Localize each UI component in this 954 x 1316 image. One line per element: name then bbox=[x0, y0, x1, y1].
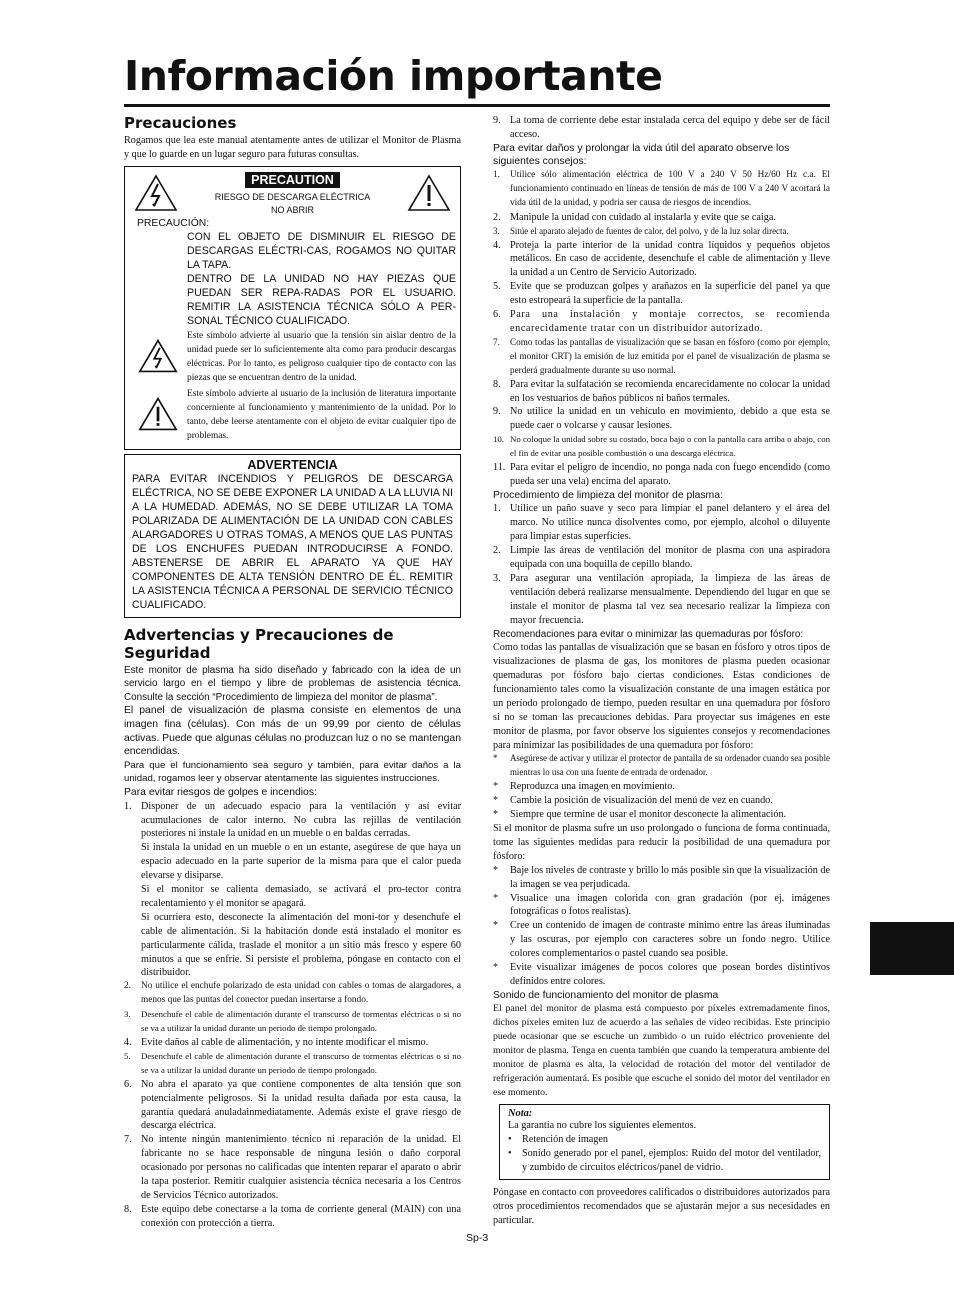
list-item: * Siempre que termine de usar el monitor desconecte la alimentación. bbox=[493, 809, 787, 821]
section-heading-precauciones: Precauciones bbox=[124, 114, 237, 132]
list-item: 9. La toma de corriente debe estar instalada cerca del equipo y debe ser de fácil acceso. bbox=[493, 115, 830, 140]
advertencias-list bbox=[124, 800, 461, 1231]
nota-box bbox=[499, 1104, 830, 1181]
section-tab-marker bbox=[870, 922, 954, 975]
nota-intro: La garantía no cubre los siguientes elementos. bbox=[508, 1119, 697, 1131]
list-item: 8. Para evitar la sulfatación se recomienda encarecidamente no colocar la unidad en los vestuarios de baños públicos ni baños termales. bbox=[493, 378, 830, 404]
quemaduras-p2: Si el monitor de plasma sufre un uso prolongado o funciona de forma continuada, tome las siguientes medidas para reducir la posibilidad de una quemadura por fósforo: bbox=[493, 822, 830, 862]
list-item: 7. No intente ningún mantenimiento técnico ni reparación de la unidad. El fabricante no se hace responsable de ninguna lesión o daño corporal ocasionado por personas no calificadas que intenten reparar el aparato o abrir la tapa posterior. Remitir cualquier asistencia técnica necesaria a los Centros de Servicios Técnico autorizados. bbox=[124, 1134, 461, 1201]
list-item: 6. No abra el aparato ya que contiene componentes de alta tensión que son potencialmente peligrosos. Si la unidad resulta dañada por esta causa, la garantía quedará anuladainmediatamente. Además existe el grave riesgo de descarga eléctrica. bbox=[124, 1078, 461, 1132]
list-item: Si ocurriera esto, desconecte la alimentación del moni-tor y desenchufe el cable de alimentación. Si la habitación donde está instalado el monitor es particularmente cálida, traslade el monitor a un sitio más fresco y espere 60 minutos a que se enfríe. Si persiste el problema, póngase en contacto con el distribuidor. bbox=[141, 911, 461, 979]
precaution-badge: PRECAUTION bbox=[245, 172, 340, 188]
list-item: • Sonido generado por el panel, ejemplos: Ruido del motor del ventilador, y zumbido de circuitos eléctricos/panel de vidrio. bbox=[508, 1147, 821, 1173]
sonido-paragraph: El panel del monitor de plasma está compuesto por píxeles extremadamente finos, dichos píxeles emiten luz de acuerdo a las señales de vídeo recibidas. Este principio puede ocasionar que se escuche un zumbido o un ruido eléctrico proveniente del monitor de plasma. Tenga en cuenta también que cuando la temperatura ambiente del monitor de plasma es alta, la velocidad de rotación del motor del ventilador de refrigeración aumentará. Es posible que escuche el sonido del motor del ventilador en ese momento. bbox=[493, 1003, 830, 1098]
list-item: 1. Utilice un paño suave y seco para limpiar el panel delantero y el área del marco. No utilice nunca disolventes como, por ejemplo, alcohol o diluyente para limpiar estas superficies. bbox=[493, 503, 830, 543]
list-item: 5. Evite que se produzcan golpes y arañazos en la superficie del panel ya que esto estropeará la superficie de la pantalla. bbox=[493, 281, 830, 307]
list-item: 11. Para evitar el peligro de incendio, no ponga nada con fuego encendido (como pueda ser una vela) encima del aparato. bbox=[493, 462, 830, 487]
lightning-warning-icon bbox=[129, 170, 183, 216]
list-item: * Visualice una imagen colorida con gran gradación (por ej. imágenes fotográficas o fotos realistas). bbox=[493, 892, 830, 918]
page-title: Información importante bbox=[124, 52, 663, 100]
section-heading-advertencias: Advertencias y Precauciones de Seguridad bbox=[124, 625, 394, 662]
list-item: 3. Sitúe el aparato alejado de fuentes de calor, del polvo, y de la luz solar directa. bbox=[493, 225, 789, 236]
right-column bbox=[493, 114, 830, 1228]
symbol-2-text: Este símbolo advierte al usuario de la inclusión de literatura importante concerniente al funcionamiento y mantenimiento de la unidad. Por lo tanto, debe leerse atentamente con el objeto de evitar cualquier tipo de problemas. bbox=[187, 389, 456, 441]
list-item: * Cambie la posición de visualización del menú de vez en cuando. bbox=[493, 795, 773, 807]
warning-title: ADVERTENCIA bbox=[247, 457, 338, 472]
page-number: Sp-3 bbox=[466, 1232, 489, 1244]
quemaduras-list-2 bbox=[493, 864, 830, 989]
quemaduras-list-1 bbox=[493, 752, 830, 822]
list-item: * Reproduzca una imagen en movimiento. bbox=[493, 781, 675, 793]
list-item: * Cree un contenido de imagen de contraste mínimo entre las áreas iluminadas y las oscuras, por ejemplo con caracteres sobre un fondo negro. Utilice colores complementarios o pastel cuando sea posible. bbox=[493, 920, 830, 960]
advertencias-p2: El panel de visualización de plasma consiste en elementos de una imagen fina (células). Con más de un 99,99 por ciento de células activas. Puede que algunas células no produzcan luz o no se mantengan encendidas. bbox=[124, 705, 461, 758]
list-item: 7. Como todas las pantallas de visualización que se basan en fósforo (como por ejemplo, el monitor CRT) la emisión de luz emitida por el panel de visualización de plasma se perderá gradualmente durante su uso normal. bbox=[493, 336, 830, 375]
closing-paragraph: Póngase en contacto con proveedores calificados o distribuidores autorizados para otros procedimientos recomendados que se ajustarán mejor a sus necesidades en particular. bbox=[493, 1187, 830, 1227]
sonido-heading: Sonido de funcionamiento del monitor de plasma bbox=[493, 989, 719, 1001]
advertencias-p4: Para evitar riesgos de golpes e incendios: bbox=[124, 787, 317, 798]
list-item: 9. No utilice la unidad en un vehículo en movimiento, debido a que esta se puede caer o volcarse y causar lesiones. bbox=[493, 406, 830, 432]
list-item: * Baje los niveles de contraste y brillo lo más posible sin que la visualización de la imagen se vea perjudicada. bbox=[493, 864, 830, 890]
list-item: • Retención de imagen bbox=[508, 1133, 608, 1145]
list-item: 6. Para una instalación y montaje correctos, se recomienda encarecidamente tratar con un distribuidor autorizado. bbox=[493, 309, 830, 334]
list-item: 3. Para asegurar una ventilación apropiada, la limpieza de las áreas de ventilación deberá realizarse mensualmente. Dependiendo del lugar en que se instale el monitor de plasma tal vez sea necesario realizar la limpieza con mayor frecuencia. bbox=[493, 572, 830, 626]
advertencias-p3: Para que el funcionamiento sea seguro y también, para evitar daños a la unidad, rogamos leer y observar atentamente las siguientes instrucciones. bbox=[124, 759, 461, 785]
lightning-symbol-icon bbox=[129, 330, 187, 374]
vida-list bbox=[493, 169, 830, 489]
exclamation-warning-icon bbox=[402, 170, 456, 216]
item-9-list bbox=[493, 114, 830, 142]
list-item: 8. Este equipo debe conectarse a la toma de corriente general (MAIN) con una conexión con protección a tierra. bbox=[124, 1203, 461, 1229]
list-item: Si el monitor se calienta demasiado, se activará el pro-tector contra recalentamiento y el monitor se apagará. bbox=[141, 884, 461, 909]
list-item: 4. Proteja la parte interior de la unidad contra líquidos y pequeños objetos metálicos. En caso de accidente, desenchufe el cable de alimentación y lleve la unidad a un Centro de Servicio Autorizado. bbox=[493, 239, 830, 279]
list-item: 10. No coloque la unidad sobre su costado, boca bajo o con la pantalla cara arriba o abajo, con el fin de evitar una posible combustión o una descarga eléctrica. bbox=[493, 434, 830, 459]
left-column bbox=[124, 114, 461, 1231]
risk-text: RIESGO DE DESCARGA ELÉCTRICA NO ABRIR bbox=[214, 191, 371, 215]
list-item: 1. Utilice sólo alimentación eléctrica de 100 V a 240 V 50 Hz/60 Hz c.a. El funcionamiento continuado en líneas de tensión de más de 100 V a 240 V acortará la vida útil de la unidad, y podría ser causa de riesgos de incendios. bbox=[493, 170, 830, 208]
vida-heading: Para evitar daños y prolongar la vida útil del aparato observe los siguientes consejos: bbox=[493, 142, 790, 168]
exclamation-symbol-icon bbox=[129, 388, 187, 432]
nota-title: Nota: bbox=[508, 1107, 533, 1119]
list-item: 2. No utilice el enchufe polarizado de esta unidad con cables o tomas de alargadores, a menos que las puntas del conector puedan insertarse a fondo. bbox=[124, 981, 461, 1006]
precauciones-intro: Rogamos que lea este manual atentamente antes de utilizar el Monitor de Plasma y que lo guarde en un lugar seguro para futuras consultas. bbox=[124, 135, 461, 160]
list-item: 2. Manipule la unidad con cuidado al instalarla y evite que se caiga. bbox=[493, 211, 776, 223]
list-item: 2. Limpie las áreas de ventilación del monitor de plasma con una aspiradora equipada con una boquilla de cepillo blando. bbox=[493, 545, 830, 571]
title-rule bbox=[124, 104, 830, 107]
list-item: * Evite visualizar imágenes de pocos colores que posean bordes distintivos definidos entre colores. bbox=[493, 962, 830, 987]
precaucion-line-2: DENTRO DE LA UNIDAD NO HAY PIEZAS QUE PUEDAN SER REPA-RADAS POR EL USUARIO. REMITIR LA ASISTENCIA TÉCNICA SÓLO A PER-SONAL TÉCNICO CUALIFICADO. bbox=[187, 273, 456, 328]
precaucion-line-1: CON EL OBJETO DE DISMINUIR EL RIESGO DE DESCARGAS ELÉCTRI-CAS, ROGAMOS NO QUITAR LA TAPA. bbox=[187, 231, 456, 272]
list-item: 4. Evite daños al cable de alimentación, y no intente modificar el mismo. bbox=[124, 1037, 429, 1048]
warning-box bbox=[124, 454, 461, 618]
list-item: * Asegúrese de activar y utilizar el protector de pantalla de su ordenador cuando sea posible mientras lo usa con una fuente de entrada de ordenador. bbox=[493, 753, 830, 778]
caution-box bbox=[124, 166, 461, 450]
list-item: Si instala la unidad en un mueble o en un estante, asegúrese de que haya un espacio adecuado en la parte superior de la misma para que el calor pueda elevarse y disiparse. bbox=[141, 842, 461, 882]
warning-text: PARA EVITAR INCENDIOS Y PELIGROS DE DESCARGA ELÉCTRICA, NO SE DEBE EXPONER LA UNIDAD A LA LLUVIA NI A LA HUMEDAD. ADEMÁS, NO SE DEBE UTILIZAR LA TOMA POLARIZADA DE ALIMENTACIÓN DE LA UNIDAD CON CABLES ALARGADORES U OTRAS TOMAS, A MENOS QUE LAS PUNTAS DE LOS ENCHUFES PUEDAN INTRODUCIRSE A FONDO. ABSTENERSE DE ABRIR EL APARATO YA QUE HAY COMPONENTES DE ALTA TENSIÓN DENTRO DE ÉL. REMITIR LA ASISTENCIA TÉCNICA A PERSONAL DE SERVICIO TÉCNICO CUALIFICADO. bbox=[132, 472, 453, 611]
quemaduras-p1: Como todas las pantallas de visualización que se basan en fósforo y otros tipos de visualizaciones de plasma de gas, los monitores de plasma pueden ocasionar quemaduras por fósforo bajo ciertas condiciones. Estas condiciones de funcionamiento tales como la visualización constante de una imagen estática por un período prolongado de tiempo, pueden resultar en una quemadura por fósforo si no se toman las precauciones debidas. Para proyectar sus imágenes en este monitor de plasma, por favor observe los siguientes consejos y recomendaciones para minimizar las posibilidades de una quemadura por fósforo: bbox=[493, 642, 830, 751]
limpieza-heading: Procedimiento de limpieza del monitor de plasma: bbox=[493, 489, 723, 501]
list-item: 1. Disponer de un adecuado espacio para la ventilación y así evitar acumulaciones de calor interno. No cubra las rejillas de ventilación posteriores ni instale la unidad en un mueble o en baldas cerradas. bbox=[124, 800, 461, 840]
precaucion-label: PRECAUCIÓN: bbox=[137, 217, 210, 229]
symbol-1-text: Este símbolo advierte al usuario que la tensión sin aislar dentro de la unidad puede ser lo suficientemente alta como para producir descargas eléctricas. Por lo tanto, es peligroso cualquier tipo de contacto con las piezas que se encuentran dentro de la unidad. bbox=[187, 331, 456, 384]
list-item: 3. Desenchufe el cable de alimentación durante el transcurso de tormentas eléctricas o si no se va a utilizar la unidad durante un periodo de tiempo prolongado. bbox=[124, 1009, 461, 1034]
advertencias-p1: Este monitor de plasma ha sido diseñado y fabricado con la idea de un servicio largo en el tiempo y libre de problemas de asistencia técnica. Consulte la sección “Procedimiento de limpieza del monitor de plasma”. bbox=[124, 664, 461, 703]
nota-list bbox=[508, 1133, 821, 1175]
list-item: 5. Desenchufe el cable de alimentación durante el transcurso de tormentas eléctricas o si no se va a utilizar la unidad durante un periodo de tiempo prolongado. bbox=[124, 1050, 461, 1075]
limpieza-list bbox=[493, 502, 830, 627]
quemaduras-heading: Recomendaciones para evitar o minimizar las quemaduras por fósforo: bbox=[493, 628, 804, 640]
